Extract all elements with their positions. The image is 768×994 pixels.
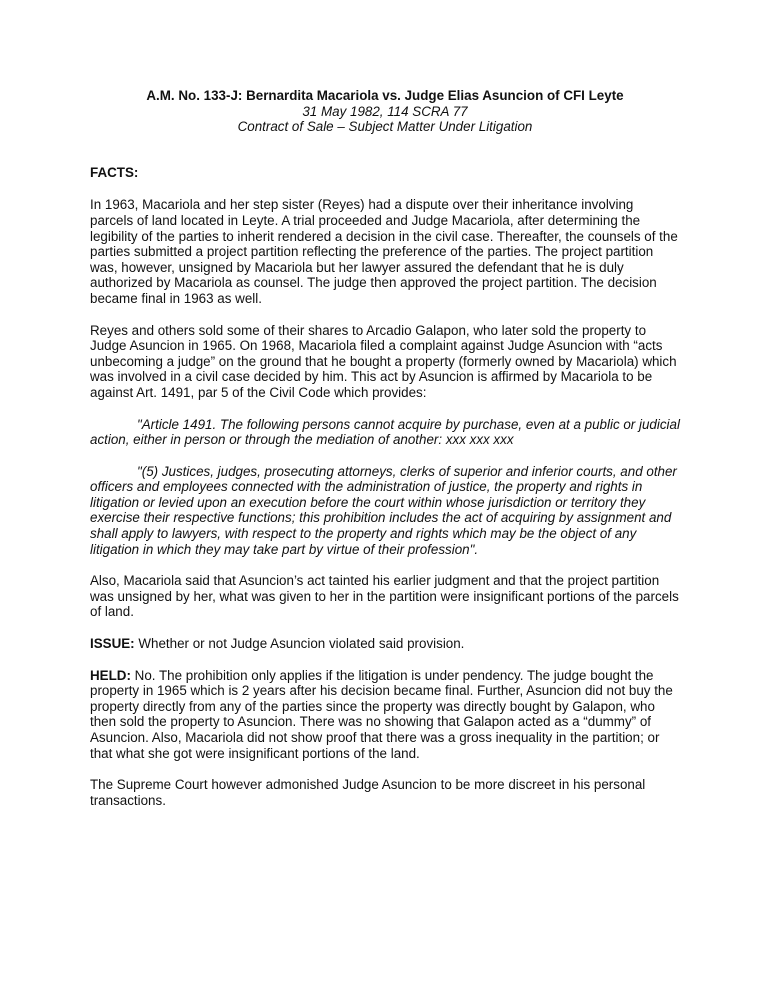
case-topic: Contract of Sale – Subject Matter Under Litigation [237, 119, 533, 135]
held-label: HELD: [90, 667, 131, 683]
held-paragraph [90, 668, 680, 762]
issue-label: ISSUE: [90, 636, 135, 652]
facts-paragraph-1: In 1963, Macariola and her step sister (Reyes) had a dispute over their inheritance involving parcels of land located in Leyte. A trial proceeded and Judge Macariola, after determining the legibility of the parties to inherit rendered a decision in the civil case. Thereafter, the counsels of the parties submitted a project partition reflecting the preference of the parties. The project partition was, however, unsigned by Macariola but her lawyer assured the defendant that he is duly authorized by Macariola as counsel. The judge then approved the project partition. The decision became final in 1963 as well. [90, 197, 678, 306]
document-header [90, 88, 680, 135]
facts-heading: FACTS: [90, 164, 139, 180]
article-1491-par5-quote: "(5) Justices, judges, prosecuting attorneys, clerks of superior and inferior courts, and other officers and employees connected with the administration of justice, the property and rights in litigation or levied upon an execution before the court within whose jurisdiction or territory they exercise their respective functions; this prohibition includes the act of acquiring by assignment and shall apply to lawyers, with respect to the property and rights which may be the object of any litigation in which they may take part by virtue of their profession". [90, 463, 677, 557]
article-1491-quote: "Article 1491. The following persons cannot acquire by purchase, even at a public or judicial action, either in person or through the mediation of another: xxx xxx xxx [90, 416, 680, 448]
facts-paragraph-2: Reyes and others sold some of their shares to Arcadio Galapon, who later sold the property to Judge Asuncion in 1965. On 1968, Macariola filed a complaint against Judge Asuncion with “acts unbecoming a judge” on the ground that he bought a property (formerly owned by Macariola) which was involved in a civil case decided by him. This act by Asuncion is affirmed by Macariola to be against Art. 1491, par 5 of the Civil Code which provides: [90, 322, 677, 400]
document-page [90, 88, 680, 808]
closing-paragraph: The Supreme Court however admonished Judge Asuncion to be more discreet in his personal transactions. [90, 777, 646, 808]
case-citation: 31 May 1982, 114 SCRA 77 [302, 103, 468, 119]
case-title: A.M. No. 133-J: Bernardita Macariola vs. Judge Elias Asuncion of CFI Leyte [146, 88, 624, 103]
issue-paragraph [90, 636, 680, 652]
facts-paragraph-3: Also, Macariola said that Asuncion’s act tainted his earlier judgment and that the project partition was unsigned by her, what was given to her in the partition were insignificant portions of the parcels of land. [90, 573, 679, 620]
issue-text: Whether or not Judge Asuncion violated said provision. [134, 636, 465, 652]
held-text: No. The prohibition only applies if the litigation is under pendency. The judge bought the property in 1965 which is 2 years after his decision became final. Further, Asuncion did not buy the property directly from any of the parties since the property was directly bought by Galapon, who then sold the property to Asuncion. There was no showing that Galapon acted as a “dummy” of Asuncion. Also, Macariola did not show proof that there was a gross inequality in the partition; or that what she got were insignificant portions of the land. [90, 667, 673, 761]
